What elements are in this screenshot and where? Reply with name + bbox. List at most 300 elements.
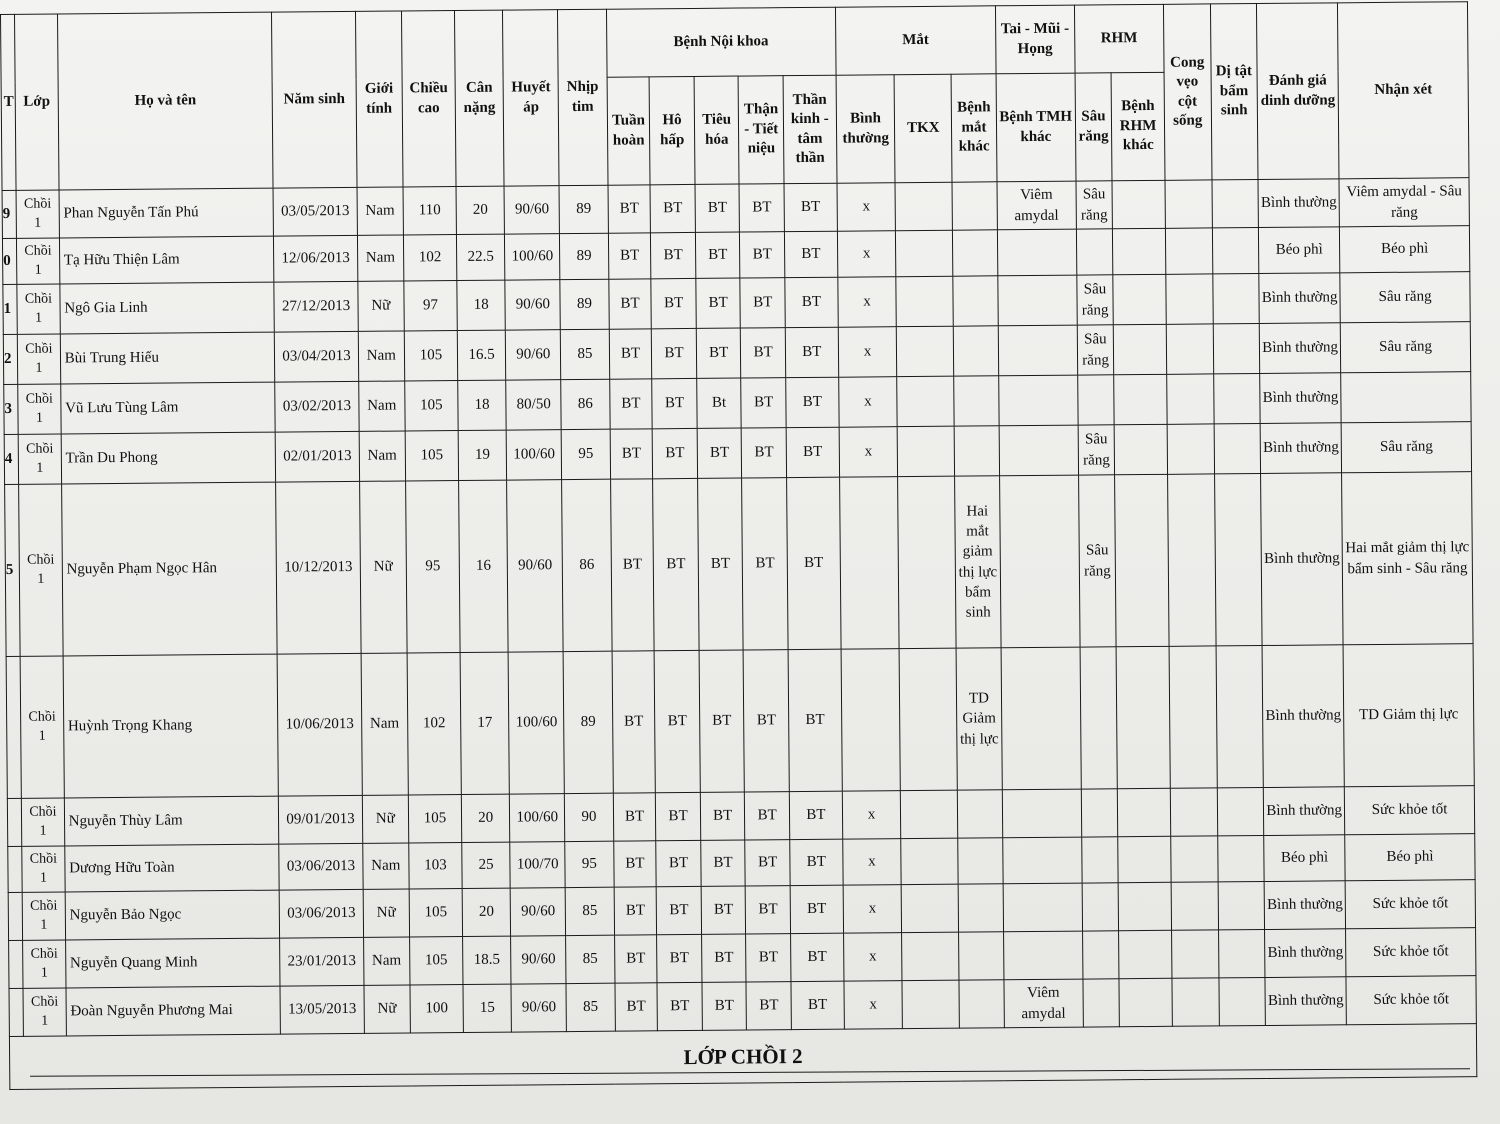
table-row [5, 472, 1473, 657]
ent-other-cell [1003, 883, 1082, 932]
name-cell: Bùi Trung Hiếu [60, 332, 275, 384]
gender-cell: Nam [358, 381, 405, 431]
tkx-cell [902, 932, 959, 980]
eye-other-cell [959, 980, 1004, 1028]
height-cell: 110 [403, 187, 456, 235]
dental-other-cell [1119, 978, 1172, 1026]
name-cell: Nguyễn Bảo Ngọc [65, 890, 280, 940]
class-cell: Chồi 1 [18, 384, 61, 434]
birthdate-cell: 03/02/2013 [275, 381, 358, 432]
eye-normal-cell: x [838, 327, 897, 378]
weight-cell: 16 [458, 480, 508, 652]
kidney-urinary-cell: BT [740, 278, 785, 328]
name-cell: Trần Du Phong [61, 432, 276, 484]
neuro-psych-cell: BT [785, 327, 838, 377]
name-cell: Ngô Gia Linh [60, 282, 275, 334]
kidney-urinary-cell: BT [746, 886, 791, 934]
stt-cell [6, 656, 21, 798]
ent-other-cell: Viêm amydal [1004, 979, 1083, 1028]
remark-cell: TD Giảm thị lực [1343, 644, 1474, 787]
respiratory-cell: BT [652, 428, 697, 478]
weight-cell: 22.5 [456, 234, 505, 280]
ent-other-cell [1003, 931, 1082, 980]
health-checkup-table [0, 1, 1477, 1090]
scoliosis-cell [1169, 646, 1217, 788]
height-cell: 105 [410, 937, 463, 985]
class-cell: Chồi 1 [22, 846, 65, 892]
dental-other-cell [1118, 882, 1171, 930]
tkx-cell [897, 376, 954, 426]
scoliosis-cell [1167, 474, 1215, 646]
header-benh-rhm-khac: Bệnh RHM khác [1111, 72, 1165, 180]
class-cell: Chồi 1 [17, 238, 60, 284]
weight-cell: 20 [461, 794, 510, 842]
birth-defect-cell [1217, 788, 1264, 836]
blood-pressure-cell: 100/60 [507, 430, 562, 480]
class-cell: Chồi 1 [18, 434, 61, 484]
dental-other-cell [1119, 930, 1172, 978]
tooth-decay-cell: Sâu răng [1078, 425, 1115, 475]
tooth-decay-cell [1080, 647, 1118, 789]
scoliosis-cell [1166, 324, 1213, 374]
gender-cell: Nam [359, 431, 406, 481]
header-di-tat: Dị tật bẩm sinh [1210, 4, 1258, 180]
tkx-cell [898, 476, 956, 648]
scoliosis-cell [1171, 882, 1218, 930]
respiratory-cell: BT [657, 934, 702, 982]
header-lop: Lớp [15, 14, 59, 190]
stt-cell: 0 [2, 238, 17, 284]
header-huyet-ap: Huyết áp [503, 10, 559, 186]
digestive-cell: BT [695, 184, 740, 232]
eye-other-cell [958, 884, 1003, 932]
header-tuan-hoan: Tuần hoàn [607, 77, 650, 185]
height-cell: 100 [410, 984, 463, 1032]
digestive-cell: BT [702, 982, 747, 1030]
blood-pressure-cell: 90/60 [507, 480, 563, 652]
heart-rate-cell: 89 [560, 279, 609, 329]
stt-cell [8, 892, 23, 940]
remark-cell: Hai mắt giảm thị lực bẩm sinh - Sâu răng [1342, 472, 1473, 645]
eye-normal-cell: x [843, 885, 902, 934]
name-cell: Nguyễn Thùy Lâm [64, 796, 279, 846]
tkx-cell [902, 980, 959, 1028]
blood-pressure-cell: 90/60 [511, 984, 566, 1032]
birthdate-cell: 10/06/2013 [278, 653, 362, 796]
remark-cell: Viêm amydal - Sâu răng [1339, 178, 1469, 227]
stt-cell [9, 988, 24, 1036]
header-danh-gia: Đánh giá dinh dưỡng [1257, 3, 1340, 180]
nutrition-cell: Bình thường [1258, 179, 1339, 228]
header-binh-thuong: Bình thường [836, 75, 896, 184]
kidney-urinary-cell: BT [744, 650, 790, 792]
kidney-urinary-cell: BT [739, 184, 784, 232]
remark-cell: Béo phì [1345, 834, 1475, 881]
birth-defect-cell [1218, 929, 1265, 977]
kidney-urinary-cell: BT [742, 428, 787, 478]
eye-normal-cell: x [842, 791, 901, 840]
respiratory-cell: BT [656, 792, 701, 840]
gender-cell: Nam [363, 937, 410, 985]
height-cell: 105 [405, 431, 458, 481]
circulation-cell: BT [615, 983, 658, 1031]
birth-defect-cell [1218, 882, 1265, 930]
header-tmh: Tai - Mũi - Họng [995, 5, 1075, 74]
remark-cell: Sức khỏe tốt [1345, 880, 1475, 929]
tooth-decay-cell [1077, 375, 1114, 425]
stt-cell [9, 940, 24, 988]
tkx-cell [896, 276, 953, 326]
birth-defect-cell [1217, 836, 1264, 882]
digestive-cell: BT [696, 278, 741, 328]
stt-cell: 4 [4, 434, 19, 484]
digestive-cell: BT [701, 934, 746, 982]
remark-cell: Béo phì [1340, 226, 1470, 273]
class-cell: Chồi 1 [19, 484, 63, 656]
class-cell: Chồi 1 [20, 656, 64, 798]
nutrition-cell: Bình thường [1262, 645, 1344, 788]
nutrition-cell: Bình thường [1265, 929, 1346, 978]
neuro-psych-cell: BT [789, 791, 842, 839]
nutrition-cell: Bình thường [1259, 323, 1340, 374]
blood-pressure-cell: 100/70 [510, 842, 565, 888]
dental-other-cell [1115, 474, 1169, 646]
eye-normal-cell [839, 477, 899, 650]
circulation-cell: BT [614, 935, 657, 983]
header-mat: Mắt [835, 6, 996, 75]
circulation-cell: BT [610, 429, 653, 479]
height-cell: 102 [407, 653, 461, 795]
heart-rate-cell: 90 [564, 793, 613, 841]
header-sau-rang: Sâu răng [1075, 73, 1112, 181]
name-cell: Đoàn Nguyễn Phương Mai [66, 986, 281, 1036]
eye-normal-cell: x [837, 231, 896, 278]
eye-other-cell [958, 838, 1003, 884]
gender-cell: Nam [358, 331, 405, 381]
tkx-cell [898, 426, 955, 476]
ent-other-cell [998, 325, 1077, 376]
blood-pressure-cell: 100/60 [505, 234, 560, 280]
circulation-cell: BT [609, 379, 652, 429]
eye-other-cell [953, 276, 998, 326]
dental-other-cell [1114, 424, 1167, 474]
digestive-cell: BT [701, 886, 746, 934]
tkx-cell [900, 648, 958, 790]
scoliosis-cell [1167, 374, 1214, 424]
nutrition-cell: Bình thường [1260, 373, 1341, 424]
birthdate-cell: 23/01/2013 [280, 937, 363, 986]
nutrition-cell: Bình thường [1261, 473, 1344, 646]
header-tieu-hoa: Tiêu hóa [694, 76, 740, 184]
weight-cell: 19 [458, 430, 507, 480]
ent-other-cell: Viêm amydal [997, 181, 1076, 230]
neuro-psych-cell: BT [786, 427, 839, 477]
dental-other-cell [1118, 788, 1171, 836]
respiratory-cell: BT [657, 982, 702, 1030]
weight-cell: 20 [456, 186, 505, 234]
digestive-cell: BT [701, 840, 746, 886]
neuro-psych-cell: BT [790, 885, 843, 933]
blood-pressure-cell: 90/60 [505, 280, 560, 330]
circulation-cell: BT [612, 651, 656, 793]
remark-cell: Sâu răng [1341, 422, 1471, 473]
height-cell: 95 [406, 481, 460, 653]
digestive-cell: BT [697, 478, 743, 650]
ent-other-cell [999, 475, 1080, 648]
neuro-psych-cell: BT [788, 649, 842, 791]
neuro-psych-cell: BT [786, 377, 839, 427]
birthdate-cell: 10/12/2013 [276, 481, 361, 654]
ent-other-cell [998, 375, 1077, 426]
birth-defect-cell [1212, 274, 1259, 324]
kidney-urinary-cell: BT [742, 478, 788, 650]
weight-cell: 18 [458, 380, 507, 430]
header-rhm: RHM [1074, 4, 1164, 73]
digestive-cell: BT [699, 650, 745, 792]
height-cell: 102 [404, 235, 457, 281]
header-than-kinh: Thần kinh - tâm thần [783, 75, 837, 183]
class-cell: Chồi 1 [17, 284, 60, 334]
heart-rate-cell: 86 [561, 379, 610, 429]
scoliosis-cell [1165, 180, 1212, 228]
eye-normal-cell: x [839, 427, 898, 478]
height-cell: 105 [408, 795, 461, 843]
name-cell: Dương Hữu Toàn [64, 844, 279, 892]
header-benh-mat-khac: Bệnh mắt khác [951, 74, 997, 182]
respiratory-cell: BT [656, 886, 701, 934]
name-cell: Nguyễn Phạm Ngọc Hân [61, 482, 277, 656]
birth-defect-cell [1213, 324, 1260, 374]
tooth-decay-cell [1076, 229, 1113, 275]
gender-cell: Nữ [359, 481, 407, 653]
name-cell: Phan Nguyễn Tấn Phú [59, 188, 274, 238]
eye-normal-cell: x [837, 183, 896, 232]
digestive-cell: BT [695, 232, 740, 278]
neuro-psych-cell: BT [785, 277, 838, 327]
digestive-cell: Bt [697, 378, 742, 428]
height-cell: 105 [404, 331, 457, 381]
nutrition-cell: Bình thường [1265, 977, 1346, 1026]
header-nhan-xet: Nhận xét [1338, 2, 1469, 179]
birthdate-cell: 03/06/2013 [279, 843, 362, 890]
dental-other-cell [1112, 180, 1165, 228]
stt-cell [7, 798, 22, 846]
circulation-cell: BT [609, 279, 652, 329]
gender-cell: Nữ [357, 281, 404, 331]
ent-other-cell [1002, 789, 1081, 838]
nutrition-cell: Béo phì [1259, 227, 1340, 274]
neuro-psych-cell: BT [787, 477, 841, 649]
nutrition-cell: Bình thường [1259, 273, 1340, 324]
weight-cell: 15 [463, 984, 512, 1032]
heart-rate-cell: 86 [562, 479, 612, 651]
kidney-urinary-cell: BT [745, 792, 790, 840]
class-cell: Chồi 1 [17, 334, 60, 384]
eye-normal-cell: x [838, 377, 897, 428]
neuro-psych-cell: BT [791, 981, 844, 1029]
heart-rate-cell: 89 [560, 233, 609, 279]
gender-cell: Nam [357, 235, 404, 281]
header-stt: T [1, 14, 17, 190]
header-nam-sinh: Năm sinh [272, 11, 357, 188]
eye-other-cell: Hai mắt giảm thị lực bẩm sinh [955, 476, 1001, 648]
blood-pressure-cell: 90/60 [504, 186, 559, 234]
scoliosis-cell [1172, 978, 1219, 1026]
tooth-decay-cell [1081, 789, 1118, 837]
respiratory-cell: BT [652, 378, 697, 428]
circulation-cell: BT [614, 887, 657, 935]
circulation-cell: BT [610, 479, 654, 651]
circulation-cell: BT [613, 793, 656, 841]
birth-defect-cell [1214, 424, 1261, 474]
birth-defect-cell [1212, 228, 1259, 274]
remark-cell: Sức khỏe tốt [1346, 976, 1476, 1025]
birth-defect-cell [1212, 180, 1259, 228]
name-cell: Huỳnh Trọng Khang [63, 654, 279, 798]
dental-other-cell [1113, 274, 1166, 324]
circulation-cell: BT [614, 841, 657, 887]
tkx-cell [896, 230, 953, 276]
eye-normal-cell: x [843, 933, 902, 982]
blood-pressure-cell: 80/50 [506, 380, 561, 430]
respiratory-cell: BT [656, 840, 701, 886]
birthdate-cell: 13/05/2013 [280, 985, 363, 1034]
eye-other-cell [952, 182, 997, 230]
neuro-psych-cell: BT [791, 933, 844, 981]
respiratory-cell: BT [651, 232, 696, 278]
header-tkx: TKX [895, 74, 953, 182]
nutrition-cell: Bình thường [1264, 881, 1345, 930]
name-cell: Tạ Hữu Thiện Lâm [59, 236, 274, 284]
header-cong-veo: Cong vẹo cột sống [1163, 4, 1211, 180]
dental-other-cell [1113, 228, 1166, 274]
class-cell: Chồi 1 [23, 940, 66, 988]
ent-other-cell [997, 229, 1076, 276]
heart-rate-cell: 89 [563, 651, 613, 793]
birth-defect-cell [1218, 977, 1265, 1025]
weight-cell: 25 [462, 842, 511, 888]
kidney-urinary-cell: BT [745, 840, 790, 886]
circulation-cell: BT [609, 329, 652, 379]
birthdate-cell: 03/06/2013 [280, 889, 363, 938]
kidney-urinary-cell: BT [746, 934, 791, 982]
kidney-urinary-cell: BT [740, 232, 785, 278]
nutrition-cell: Bình thường [1260, 423, 1341, 474]
weight-cell: 16.5 [457, 330, 506, 380]
stt-cell: 9 [2, 190, 17, 238]
remark-cell [1341, 372, 1471, 423]
blood-pressure-cell: 90/60 [511, 936, 566, 984]
header-can-nang: Cân nặng [454, 10, 504, 186]
eye-other-cell [953, 326, 998, 376]
eye-normal-cell: x [844, 981, 903, 1030]
birthdate-cell: 27/12/2013 [274, 281, 357, 332]
gender-cell: Nữ [364, 985, 411, 1033]
header-chieu-cao: Chiều cao [402, 11, 456, 187]
stt-cell [8, 846, 23, 892]
height-cell: 105 [409, 889, 462, 937]
eye-other-cell: TD Giảm thị lực [956, 648, 1002, 790]
scoliosis-cell [1167, 424, 1214, 474]
header-ho-hap: Hô hấp [649, 76, 695, 184]
nutrition-cell: Béo phì [1264, 835, 1345, 882]
birth-defect-cell [1214, 474, 1262, 646]
height-cell: 97 [404, 281, 457, 331]
tooth-decay-cell [1082, 931, 1119, 979]
tooth-decay-cell [1082, 883, 1119, 931]
birth-defect-cell [1213, 374, 1260, 424]
heart-rate-cell: 85 [566, 983, 615, 1031]
heart-rate-cell: 85 [566, 935, 615, 983]
ent-other-cell [1001, 647, 1081, 790]
blood-pressure-cell: 90/60 [511, 888, 566, 936]
blood-pressure-cell: 90/60 [506, 330, 561, 380]
weight-cell: 20 [462, 888, 511, 936]
scoliosis-cell [1170, 788, 1217, 836]
tkx-cell [901, 838, 958, 884]
class-cell: Chồi 1 [22, 892, 65, 940]
heart-rate-cell: 95 [565, 841, 614, 887]
tkx-cell [902, 884, 959, 932]
class-cell: Chồi 1 [16, 190, 59, 238]
stt-cell: 1 [3, 284, 18, 334]
eye-normal-cell [841, 649, 901, 792]
header-gioi-tinh: Giới tính [355, 11, 403, 187]
section-title: LỚP CHỒI 2 [9, 1024, 1476, 1090]
birth-defect-cell [1216, 646, 1264, 788]
tkx-cell [895, 182, 952, 230]
header-nhip-tim: Nhịp tim [558, 9, 608, 185]
tooth-decay-cell: Sâu răng [1077, 325, 1114, 375]
remark-cell: Sâu răng [1340, 322, 1470, 373]
tooth-decay-cell [1082, 837, 1119, 883]
neuro-psych-cell: BT [784, 231, 837, 277]
eye-normal-cell: x [838, 277, 897, 328]
scoliosis-cell [1165, 228, 1212, 274]
scoliosis-cell [1166, 274, 1213, 324]
birthdate-cell: 02/01/2013 [276, 431, 359, 482]
remark-cell: Sâu răng [1340, 272, 1470, 323]
tkx-cell [901, 790, 958, 838]
class-cell: Chồi 1 [23, 988, 66, 1036]
gender-cell: Nữ [362, 795, 409, 843]
heart-rate-cell: 95 [561, 429, 610, 479]
digestive-cell: BT [697, 428, 742, 478]
weight-cell: 18.5 [462, 936, 511, 984]
birthdate-cell: 03/05/2013 [274, 187, 357, 236]
ent-other-cell [999, 425, 1078, 476]
respiratory-cell: BT [652, 328, 697, 378]
circulation-cell: BT [608, 233, 651, 279]
name-cell: Vũ Lưu Tùng Lâm [60, 382, 275, 434]
table-wrapper [0, 1, 1477, 1090]
birthdate-cell: 03/04/2013 [275, 331, 358, 382]
gender-cell: Nam [361, 653, 409, 795]
blood-pressure-cell: 100/60 [510, 794, 565, 842]
digestive-cell: BT [700, 792, 745, 840]
tooth-decay-cell [1083, 979, 1120, 1027]
neuro-psych-cell: BT [784, 183, 837, 231]
respiratory-cell: BT [654, 650, 700, 792]
height-cell: 103 [409, 843, 462, 889]
ent-other-cell [998, 275, 1077, 326]
table-row [6, 644, 1474, 799]
dental-other-cell [1118, 836, 1171, 882]
name-cell: Nguyễn Quang Minh [65, 938, 280, 988]
kidney-urinary-cell: BT [741, 378, 786, 428]
tooth-decay-cell: Sâu răng [1077, 275, 1114, 325]
tooth-decay-cell: Sâu răng [1076, 181, 1113, 229]
